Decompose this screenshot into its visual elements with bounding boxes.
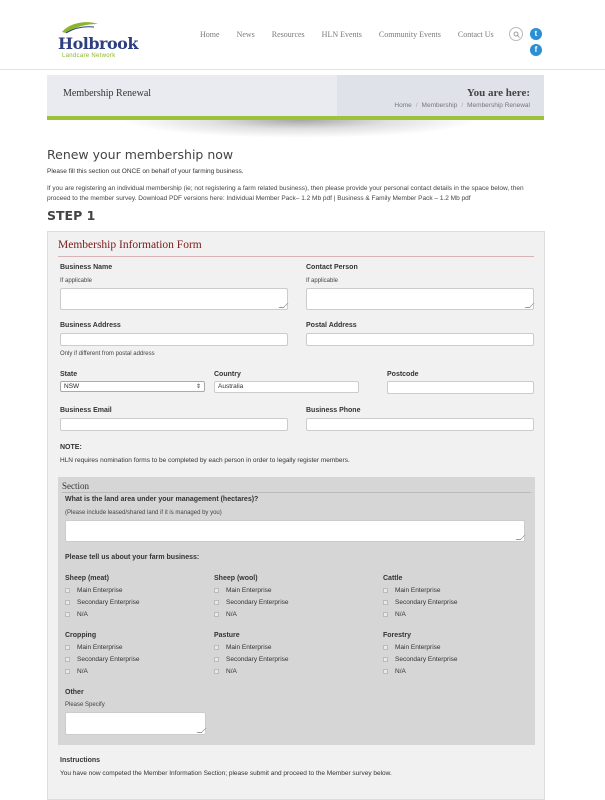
- nav-hln-events[interactable]: HLN Events: [321, 30, 362, 39]
- forestry-na-checkbox[interactable]: [383, 669, 388, 674]
- cropping-main-checkbox[interactable]: [65, 645, 70, 650]
- form-title-rule: [58, 256, 534, 257]
- business-name-input[interactable]: [60, 288, 288, 310]
- business-name-hint: If applicable: [60, 278, 93, 284]
- business-email-input[interactable]: [60, 418, 288, 431]
- nav-resources[interactable]: Resources: [271, 30, 305, 39]
- group-sheep-wool: Sheep (wool): [214, 575, 258, 582]
- nav-community-events[interactable]: Community Events: [378, 30, 441, 39]
- nav-contact-us[interactable]: Contact Us: [457, 30, 494, 39]
- facebook-icon[interactable]: f: [530, 44, 542, 56]
- cattle-secondary-checkbox[interactable]: [383, 600, 388, 605]
- option-label: Secondary Enterprise: [226, 599, 289, 606]
- contact-person-hint: If applicable: [306, 278, 339, 284]
- logo-tagline: Landcare Network: [62, 53, 116, 59]
- option-label: Main Enterprise: [226, 587, 272, 594]
- postcode-label: Postcode: [387, 371, 419, 378]
- breadcrumb-membership[interactable]: Membership: [421, 102, 458, 109]
- other-hint: Please Specify: [65, 702, 105, 708]
- form-title: Membership Information Form: [58, 239, 202, 251]
- option-label: N/A: [395, 668, 406, 675]
- twitter-icon[interactable]: t: [530, 28, 542, 40]
- title-shadow: [120, 120, 480, 138]
- group-forestry: Forestry: [383, 632, 412, 639]
- group-sheep-meat: Sheep (meat): [65, 575, 109, 582]
- page-title: Membership Renewal: [63, 88, 152, 99]
- breadcrumb-current: Membership Renewal: [467, 102, 530, 109]
- farm-section: [58, 477, 535, 745]
- section-rule: [62, 492, 531, 493]
- option-label: N/A: [395, 611, 406, 618]
- resize-grip-icon[interactable]: [279, 303, 289, 308]
- renew-heading: Renew your membership now: [47, 147, 234, 162]
- cattle-main-checkbox[interactable]: [383, 588, 388, 593]
- option-label: Secondary Enterprise: [395, 656, 458, 663]
- pasture-secondary-checkbox[interactable]: [214, 657, 219, 662]
- business-email-label: Business Email: [60, 407, 112, 414]
- sheep-wool-main-checkbox[interactable]: [214, 588, 219, 593]
- business-phone-label: Business Phone: [306, 407, 361, 414]
- instructions-label: Instructions: [60, 757, 101, 764]
- sheep-wool-na-checkbox[interactable]: [214, 612, 219, 617]
- site-header: [0, 0, 605, 70]
- note-label: NOTE:: [60, 444, 82, 451]
- resize-grip-icon[interactable]: [525, 303, 535, 308]
- group-cropping: Cropping: [65, 632, 97, 639]
- leaf-logo-icon: [60, 20, 100, 34]
- site-logo[interactable]: [48, 20, 138, 64]
- other-input[interactable]: [65, 712, 206, 735]
- intro-line-1: Please fill this section out ONCE on behalf of your farming business.: [47, 168, 244, 175]
- breadcrumb: Home / Membership / Membership Renewal: [394, 102, 530, 109]
- instructions-text: You have now competed the Member Information Section; please submit and proceed to the Member survey below.: [60, 770, 392, 777]
- option-label: Main Enterprise: [226, 644, 272, 651]
- sheep-wool-secondary-checkbox[interactable]: [214, 600, 219, 605]
- option-label: Secondary Enterprise: [77, 656, 140, 663]
- state-value: NSW: [64, 383, 80, 390]
- pasture-na-checkbox[interactable]: [214, 669, 219, 674]
- option-label: Main Enterprise: [77, 644, 123, 651]
- land-area-label: What is the land area under your management (hectares)?: [65, 496, 259, 503]
- note-text: HLN requires nomination forms to be completed by each person in order to legally register members.: [60, 457, 350, 464]
- resize-grip-icon[interactable]: [197, 728, 207, 733]
- postcode-input[interactable]: [387, 381, 534, 394]
- business-address-label: Business Address: [60, 322, 121, 329]
- country-input[interactable]: Australia: [214, 381, 359, 393]
- page-title-bar: [47, 75, 544, 116]
- forestry-main-checkbox[interactable]: [383, 645, 388, 650]
- resize-grip-icon[interactable]: [516, 535, 526, 540]
- group-cattle: Cattle: [383, 575, 403, 582]
- breadcrumb-home[interactable]: Home: [394, 102, 412, 109]
- postal-address-input[interactable]: [306, 333, 534, 346]
- forestry-secondary-checkbox[interactable]: [383, 657, 388, 662]
- cropping-secondary-checkbox[interactable]: [65, 657, 70, 662]
- select-arrows-icon: ⇕: [195, 384, 201, 390]
- option-label: N/A: [226, 611, 237, 618]
- farm-business-label: Please tell us about your farm business:: [65, 554, 200, 561]
- search-icon: [513, 31, 520, 38]
- business-phone-input[interactable]: [306, 418, 534, 431]
- postal-address-label: Postal Address: [306, 322, 357, 329]
- business-address-hint: Only if different from postal address: [60, 351, 155, 357]
- contact-person-input[interactable]: [306, 288, 534, 310]
- cattle-na-checkbox[interactable]: [383, 612, 388, 617]
- section-title: Section: [62, 481, 89, 491]
- other-label: Other: [65, 689, 84, 696]
- land-area-input[interactable]: [65, 520, 525, 542]
- membership-form: [47, 231, 545, 800]
- step-heading: STEP 1: [47, 208, 96, 223]
- option-label: N/A: [77, 611, 88, 618]
- search-button[interactable]: [509, 27, 523, 41]
- sheep-meat-main-checkbox[interactable]: [65, 588, 70, 593]
- state-label: State: [60, 371, 78, 378]
- main-nav: [200, 30, 511, 39]
- option-label: Secondary Enterprise: [77, 599, 140, 606]
- group-pasture: Pasture: [214, 632, 240, 639]
- intro-line-2: If you are registering an individual membership (ie; not registering a farm related business), then please provide your personal contact details in the space below, then proceed to the member survey. Download PDF versions here: Individual Member Pack– 1.2 Mb pdf | Business & Family Member Pack – 1.2 Mb pdf: [47, 185, 524, 202]
- country-label: Country: [214, 371, 241, 378]
- you-are-here-label: You are here:: [466, 87, 530, 99]
- option-label: Secondary Enterprise: [395, 599, 458, 606]
- business-name-label: Business Name: [60, 264, 113, 271]
- logo-wordmark: Holbrook: [58, 34, 138, 53]
- cropping-na-checkbox[interactable]: [65, 669, 70, 674]
- option-label: Main Enterprise: [395, 644, 441, 651]
- nav-home[interactable]: Home: [200, 30, 220, 39]
- option-label: Main Enterprise: [77, 587, 123, 594]
- option-label: Main Enterprise: [395, 587, 441, 594]
- pasture-main-checkbox[interactable]: [214, 645, 219, 650]
- option-label: Secondary Enterprise: [226, 656, 289, 663]
- sheep-meat-na-checkbox[interactable]: [65, 612, 70, 617]
- sheep-meat-secondary-checkbox[interactable]: [65, 600, 70, 605]
- option-label: N/A: [226, 668, 237, 675]
- land-area-hint: (Please include leased/shared land if it is managed by you): [65, 510, 222, 516]
- contact-person-label: Contact Person: [306, 264, 358, 271]
- nav-news[interactable]: News: [236, 30, 255, 39]
- business-address-input[interactable]: [60, 333, 288, 346]
- option-label: N/A: [77, 668, 88, 675]
- state-select[interactable]: [60, 381, 205, 392]
